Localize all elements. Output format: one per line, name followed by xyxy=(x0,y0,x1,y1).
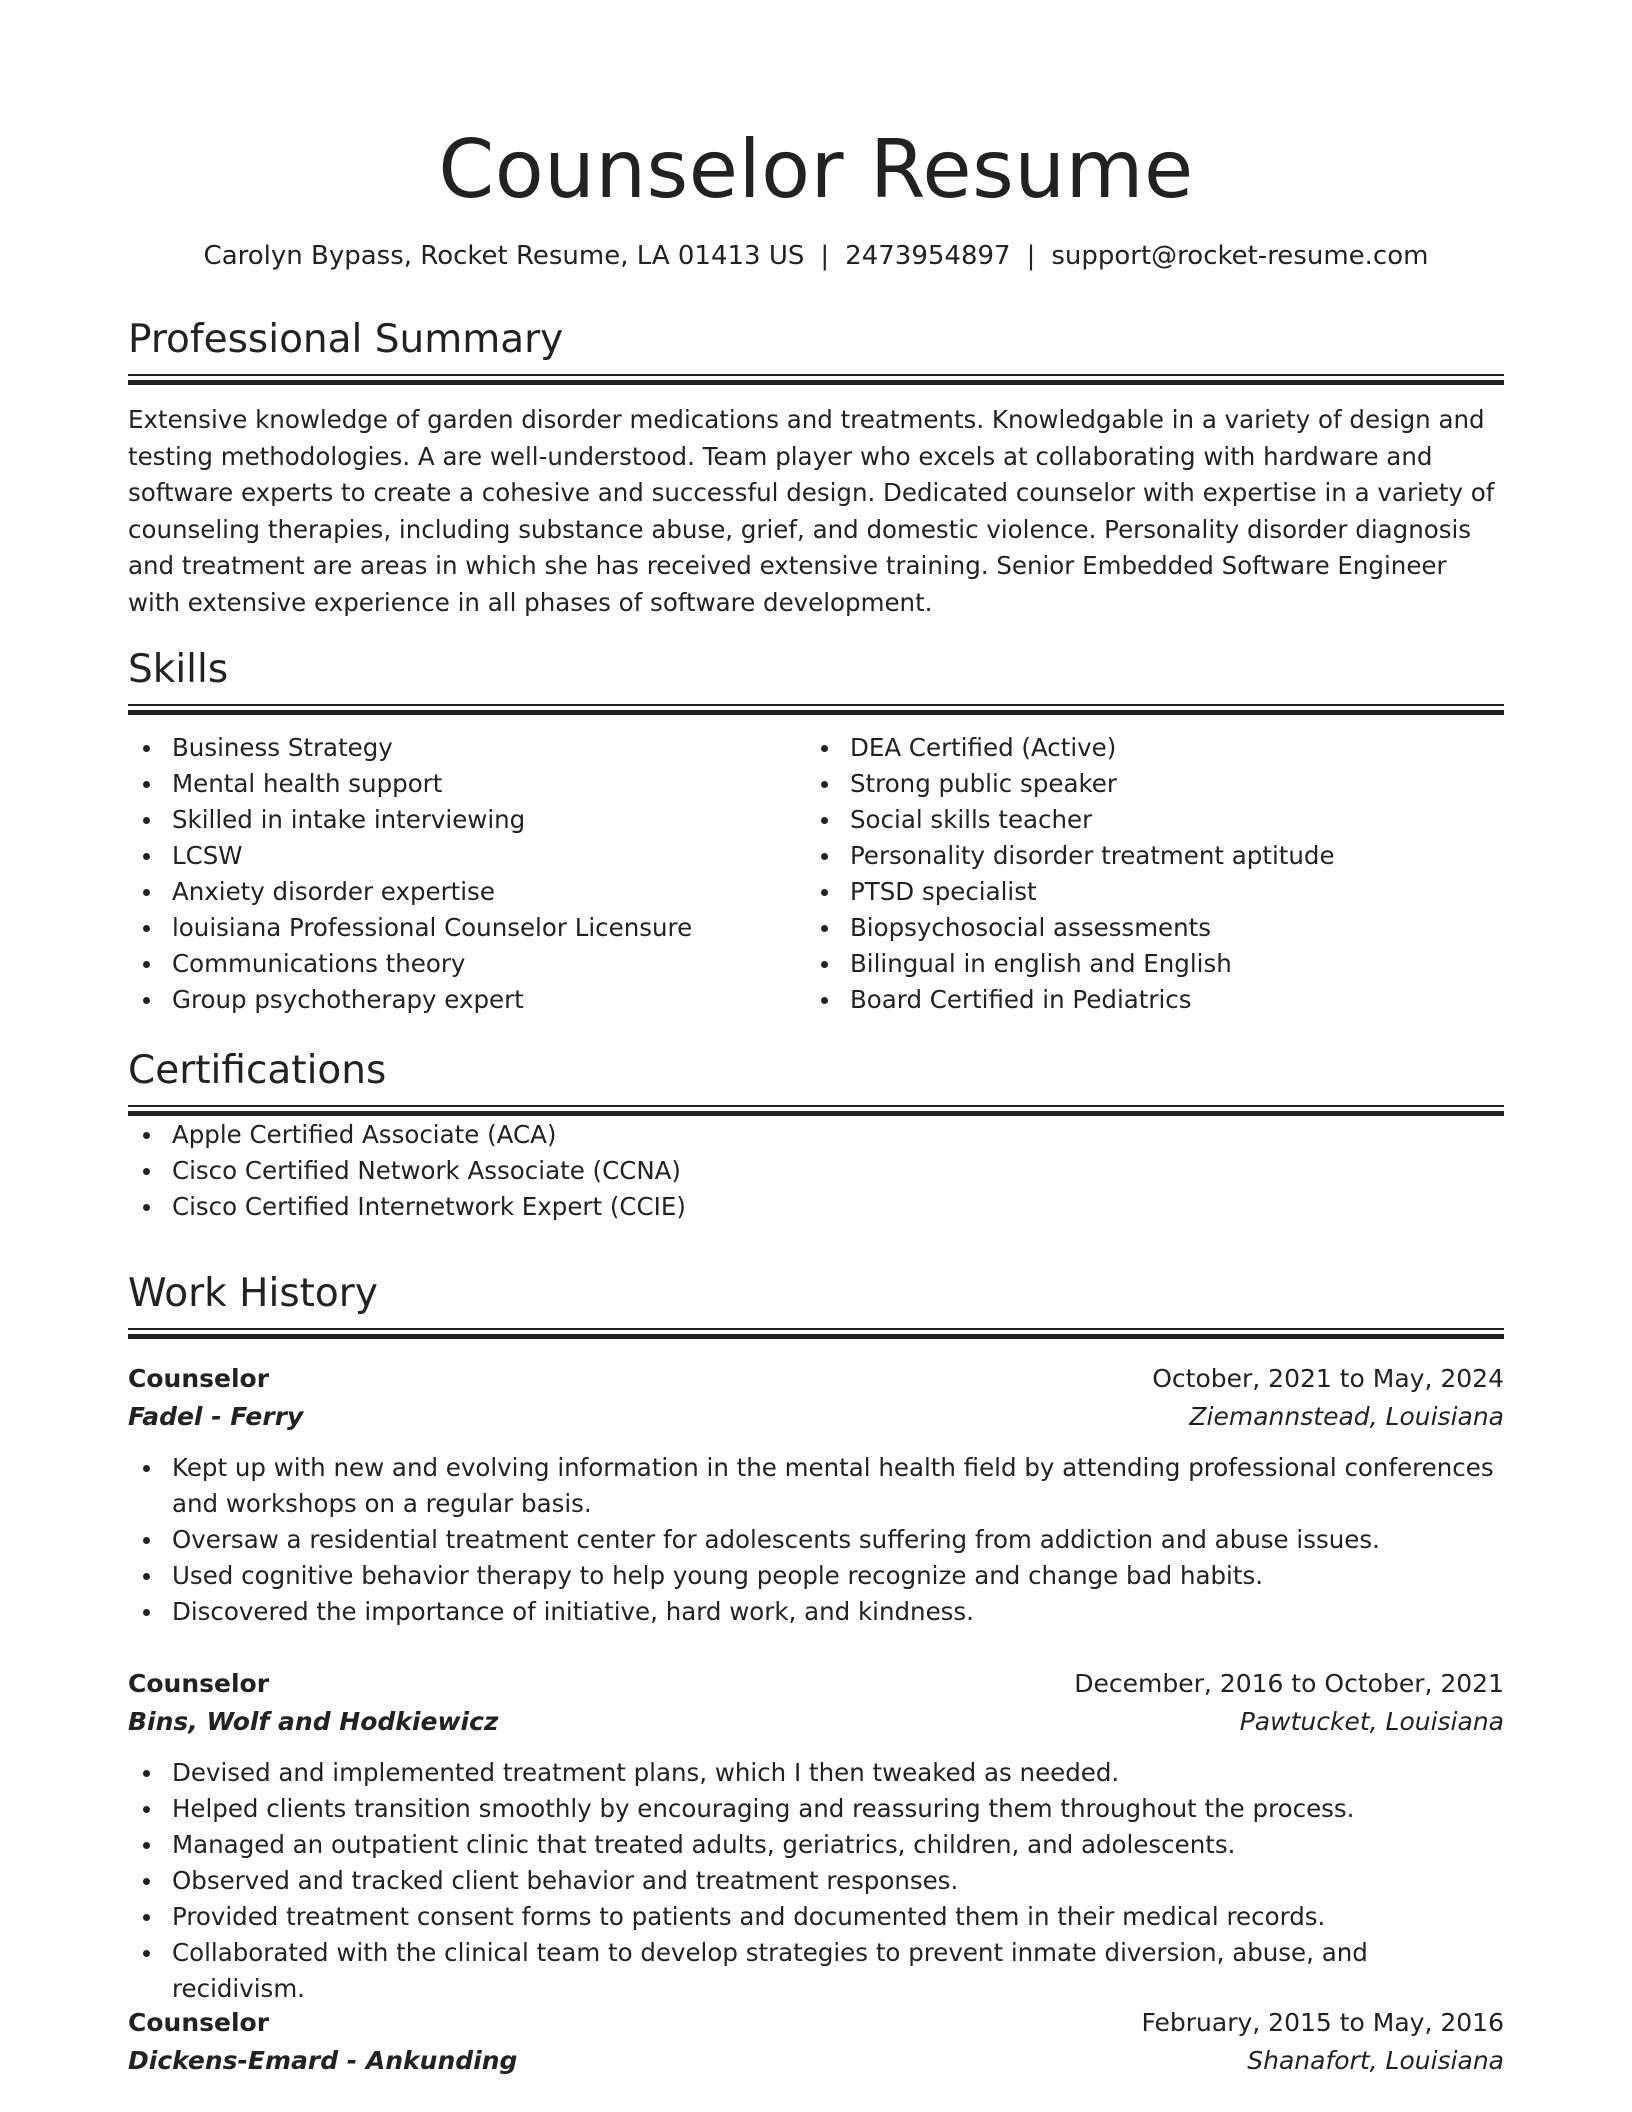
section-divider xyxy=(128,1105,1504,1117)
job-title: Counselor xyxy=(128,1669,270,1698)
job-entry xyxy=(128,2004,1504,2080)
job-location: Shanafort, Louisiana xyxy=(1247,2046,1504,2075)
summary-section xyxy=(128,316,1504,621)
job-bullet: Observed and tracked client behavior and treatment responses. xyxy=(128,1863,1504,1899)
skill-item: Group psychotherapy expert xyxy=(128,982,806,1018)
section-divider xyxy=(128,1328,1504,1340)
job-title: Counselor xyxy=(128,1364,270,1393)
skill-item: PTSD specialist xyxy=(806,874,1484,910)
contact-separator: | xyxy=(820,241,830,271)
job-bullet: Kept up with new and evolving information in the mental health field by attending professional conferences and workshops on a regular basis. xyxy=(128,1450,1504,1522)
skill-item: Board Certified in Pediatrics xyxy=(806,982,1484,1018)
job-bullets xyxy=(128,1755,1504,2007)
skill-item: Biopsychosocial assessments xyxy=(806,910,1484,946)
skill-item: Strong public speaker xyxy=(806,766,1484,802)
certifications-list xyxy=(128,1117,1504,1225)
job-company: Fadel - Ferry xyxy=(128,1402,304,1431)
job-subheader xyxy=(128,1398,1504,1436)
skill-item: Bilingual in english and English xyxy=(806,946,1484,982)
section-divider xyxy=(128,374,1504,386)
work-history-heading: Work History xyxy=(128,1271,378,1316)
contact-phone: 2473954897 xyxy=(845,241,1011,271)
job-bullets xyxy=(128,1450,1504,1630)
job-bullet: Used cognitive behavior therapy to help young people recognize and change bad habits. xyxy=(128,1558,1504,1594)
job-location: Pawtucket, Louisiana xyxy=(1239,1707,1504,1736)
job-bullet: Devised and implemented treatment plans, which I then tweaked as needed. xyxy=(128,1755,1504,1791)
job-bullet: Discovered the importance of initiative, hard work, and kindness. xyxy=(128,1594,1504,1630)
certification-item: Cisco Certified Internetwork Expert (CCIE) xyxy=(128,1189,1504,1225)
job-entry xyxy=(128,1360,1504,1630)
job-bullet: Collaborated with the clinical team to develop strategies to prevent inmate diversion, abuse, and recidivism. xyxy=(128,1935,1504,2007)
job-company: Bins, Wolf and Hodkiewicz xyxy=(128,1707,499,1736)
certification-item: Apple Certified Associate (ACA) xyxy=(128,1117,1504,1153)
skill-item: Mental health support xyxy=(128,766,806,802)
job-bullet: Managed an outpatient clinic that treated adults, geriatrics, children, and adolescents. xyxy=(128,1827,1504,1863)
certifications-heading: Certifications xyxy=(128,1048,387,1093)
skill-item: Anxiety disorder expertise xyxy=(128,874,806,910)
skill-item: LCSW xyxy=(128,838,806,874)
skill-item: Business Strategy xyxy=(128,730,806,766)
skill-item: DEA Certified (Active) xyxy=(806,730,1484,766)
skill-item: Communications theory xyxy=(128,946,806,982)
job-header xyxy=(128,1360,1504,1398)
job-location: Ziemannstead, Louisiana xyxy=(1189,1402,1504,1431)
job-title: Counselor xyxy=(128,2008,270,2037)
contact-email: support@rocket-resume.com xyxy=(1051,241,1429,271)
skill-item: louisiana Professional Counselor Licensure xyxy=(128,910,806,946)
job-subheader xyxy=(128,1703,1504,1741)
job-company: Dickens-Emard - Ankunding xyxy=(128,2046,518,2075)
job-entry xyxy=(128,1665,1504,2007)
job-bullet: Helped clients transition smoothly by encouraging and reassuring them throughout the process. xyxy=(128,1791,1504,1827)
skills-heading: Skills xyxy=(128,647,229,692)
contact-line xyxy=(128,238,1504,274)
skills-section xyxy=(128,646,1504,1018)
skills-list-left xyxy=(128,730,806,1018)
summary-heading: Professional Summary xyxy=(128,317,564,362)
skills-list-right xyxy=(806,730,1484,1018)
resume-title: Counselor Resume xyxy=(438,123,1194,216)
job-bullet: Provided treatment consent forms to patients and documented them in their medical records. xyxy=(128,1899,1504,1935)
job-bullet: Oversaw a residential treatment center for adolescents suffering from addiction and abuse issues. xyxy=(128,1522,1504,1558)
skills-columns xyxy=(128,730,1504,1018)
contact-separator: | xyxy=(1026,241,1036,271)
skill-item: Social skills teacher xyxy=(806,802,1484,838)
skill-item: Skilled in intake interviewing xyxy=(128,802,806,838)
job-dates: February, 2015 to May, 2016 xyxy=(1141,2008,1504,2037)
contact-address: Carolyn Bypass, Rocket Resume, LA 01413 US xyxy=(203,241,805,271)
job-dates: October, 2021 to May, 2024 xyxy=(1152,1364,1504,1393)
section-divider xyxy=(128,704,1504,716)
skill-item: Personality disorder treatment aptitude xyxy=(806,838,1484,874)
job-dates: December, 2016 to October, 2021 xyxy=(1074,1669,1504,1698)
certifications-section xyxy=(128,1047,1504,1225)
certification-item: Cisco Certified Network Associate (CCNA) xyxy=(128,1153,1504,1189)
work-history-section xyxy=(128,1270,1504,1340)
job-subheader xyxy=(128,2042,1504,2080)
job-header xyxy=(128,1665,1504,1703)
job-header xyxy=(128,2004,1504,2042)
summary-text: Extensive knowledge of garden disorder medications and treatments. Knowledgable in a variety of design and testing methodologies. A are well-understood. Team player who excels at collaborating with hardware and software experts to create a cohesive and successful design. Dedicated counselor with expertise in a variety of counseling therapies, including substance abuse, grief, and domestic violence. Personality disorder diagnosis and treatment are areas in which she has received extensive training. Senior Embedded Software Engineer with extensive experience in all phases of software development. xyxy=(128,405,1495,617)
